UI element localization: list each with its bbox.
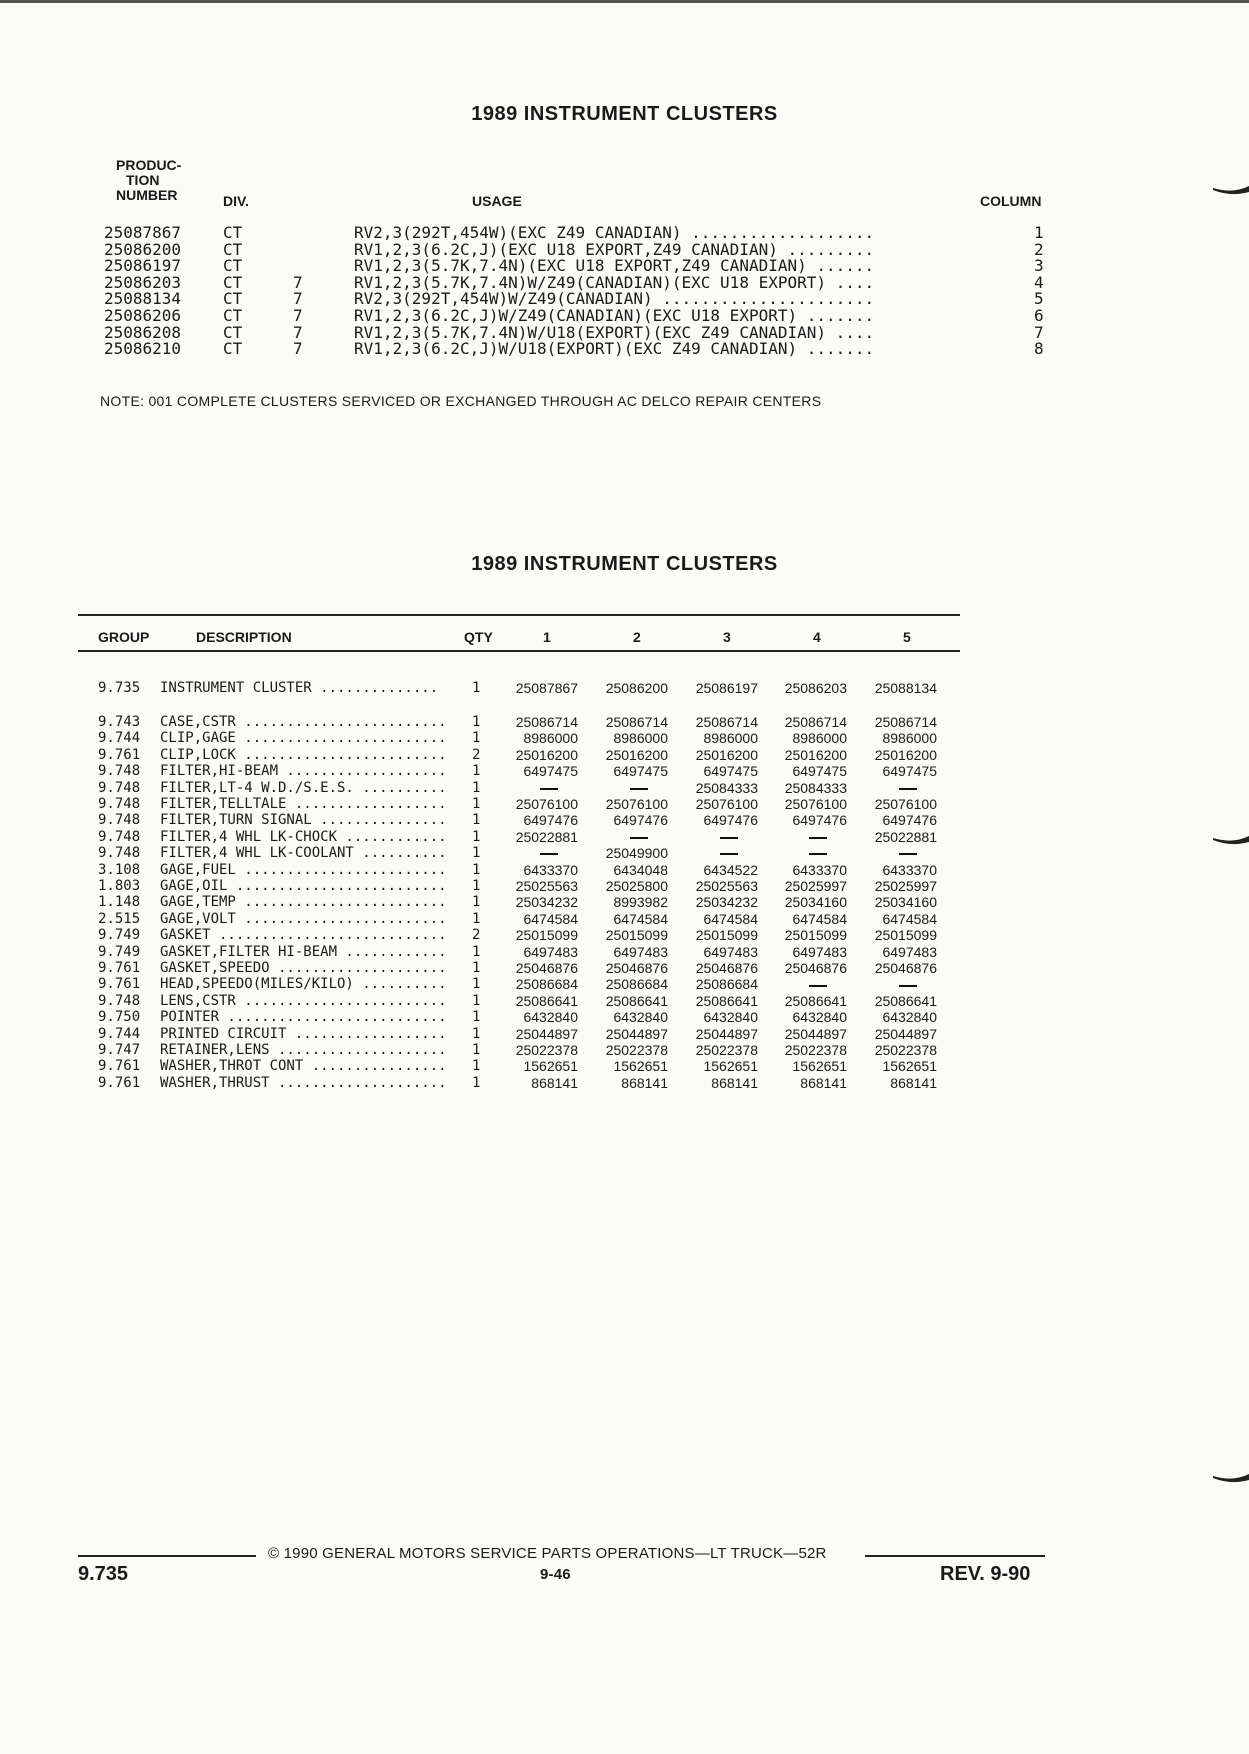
part-number: 25044897 bbox=[515, 1025, 578, 1042]
part-number: 25016200 bbox=[874, 746, 937, 763]
part-qty: 1 bbox=[472, 828, 481, 845]
part-number: 25022378 bbox=[784, 1042, 847, 1058]
part-description: CASE,CSTR ........................ bbox=[160, 714, 447, 730]
part-number: 25034160 bbox=[874, 894, 937, 911]
part-number: 25022378 bbox=[874, 1042, 937, 1058]
col-2-header: 2 bbox=[633, 629, 641, 645]
part-number: 25086684 bbox=[695, 976, 758, 993]
dash-mark bbox=[630, 788, 648, 790]
table-row bbox=[0, 976, 1249, 992]
table-row bbox=[0, 894, 1249, 910]
div-code: CT bbox=[223, 272, 243, 292]
part-number: 25046876 bbox=[605, 960, 668, 976]
part-number: 8993982 bbox=[613, 894, 668, 911]
part-number: 1562651 bbox=[882, 1058, 937, 1075]
group-number: 3.108 bbox=[98, 861, 141, 878]
part-number: 25034232 bbox=[515, 894, 578, 911]
cluster-row bbox=[0, 680, 1249, 696]
footer-group-number: 9.735 bbox=[78, 1563, 129, 1585]
header-line-1: PRODUC- bbox=[116, 157, 182, 173]
part-number: 8986000 bbox=[613, 730, 668, 747]
table-row bbox=[0, 944, 1249, 960]
table-row bbox=[0, 960, 1249, 976]
usage-text: RV2,3(292T,454W)W/Z49(CANADIAN) ...................... bbox=[354, 289, 875, 309]
part-number: 25086714 bbox=[605, 714, 668, 730]
part-number: 25015099 bbox=[605, 927, 668, 944]
part-number: 25086641 bbox=[874, 992, 937, 1009]
part-number: 6433370 bbox=[523, 861, 578, 878]
part-number: 25034232 bbox=[695, 894, 758, 911]
production-number: 25086208 bbox=[104, 322, 182, 342]
part-qty: 1 bbox=[472, 730, 481, 747]
part-number: 6432840 bbox=[882, 1009, 937, 1026]
part-number: 25086684 bbox=[605, 976, 668, 993]
table-header-rule bbox=[78, 650, 960, 652]
part-number: 25086641 bbox=[695, 992, 758, 1009]
column-number: 4 bbox=[1034, 272, 1044, 292]
qty-header: QTY bbox=[464, 629, 493, 645]
part-number: 6497483 bbox=[523, 943, 578, 960]
production-number: 25087867 bbox=[104, 223, 182, 242]
part-number: 25016200 bbox=[695, 746, 758, 763]
dash-mark bbox=[899, 853, 917, 855]
part-number: 25044897 bbox=[784, 1025, 847, 1042]
part-description: INSTRUMENT CLUSTER .............. bbox=[160, 680, 439, 696]
part-number: 25046876 bbox=[784, 960, 847, 976]
part-number: 25044897 bbox=[874, 1025, 937, 1042]
part-number: 6497483 bbox=[882, 943, 937, 960]
group-number: 9.761 bbox=[98, 746, 141, 763]
part-qty: 1 bbox=[472, 894, 481, 911]
part-qty: 1 bbox=[472, 779, 481, 796]
column-number: 8 bbox=[1034, 339, 1044, 359]
part-number: 25025563 bbox=[695, 878, 758, 894]
top-edge-line bbox=[0, 0, 1249, 3]
part-description: PRINTED CIRCUIT .................. bbox=[160, 1025, 447, 1042]
part-number: 25076100 bbox=[515, 796, 578, 812]
column-number: 6 bbox=[1034, 306, 1044, 325]
part-description: GAGE,TEMP ........................ bbox=[160, 894, 447, 911]
table-row bbox=[0, 1042, 1249, 1058]
not-applicable-dash bbox=[857, 780, 937, 796]
part-number: 6474584 bbox=[703, 910, 758, 927]
table-row bbox=[0, 878, 1249, 894]
table-row bbox=[0, 829, 1249, 845]
dash-mark bbox=[809, 837, 827, 839]
production-number-header bbox=[116, 158, 181, 203]
group-number: 9.748 bbox=[98, 992, 141, 1009]
part-number: 6497476 bbox=[703, 812, 758, 829]
usage-header: USAGE bbox=[472, 193, 522, 209]
part-qty: 1 bbox=[472, 943, 481, 960]
part-number: 25015099 bbox=[874, 927, 937, 944]
part-qty: 1 bbox=[472, 796, 481, 812]
part-number: 868141 bbox=[890, 1074, 937, 1091]
group-number: 9.749 bbox=[98, 927, 141, 944]
part-number: 25025997 bbox=[784, 878, 847, 894]
group-number: 9.735 bbox=[98, 680, 141, 696]
part-number: 25086641 bbox=[605, 992, 668, 1009]
table-row bbox=[0, 993, 1249, 1009]
part-description: GASKET ........................... bbox=[160, 927, 447, 944]
part-number: 6497475 bbox=[703, 763, 758, 780]
div-code: CT bbox=[223, 339, 243, 359]
part-number: 6432840 bbox=[792, 1009, 847, 1026]
part-number: 25046876 bbox=[515, 960, 578, 976]
part-number: 25016200 bbox=[605, 746, 668, 763]
production-number: 25086210 bbox=[104, 339, 182, 359]
not-applicable-dash bbox=[857, 976, 937, 992]
group-number: 9.748 bbox=[98, 796, 141, 812]
part-number: 6474584 bbox=[523, 910, 578, 927]
dash-mark bbox=[720, 853, 738, 855]
div-code: CT bbox=[223, 306, 243, 325]
part-qty: 2 bbox=[472, 927, 481, 944]
part-number: 1562651 bbox=[613, 1058, 668, 1075]
part-number: 1562651 bbox=[792, 1058, 847, 1075]
part-number: 25076100 bbox=[695, 796, 758, 812]
table-row bbox=[0, 780, 1249, 796]
part-description: GASKET,FILTER HI-BEAM ............ bbox=[160, 943, 447, 960]
column-header: COLUMN bbox=[980, 193, 1042, 209]
description-header: DESCRIPTION bbox=[196, 629, 292, 645]
table-row bbox=[0, 1009, 1249, 1025]
col-3-header: 3 bbox=[723, 629, 731, 645]
part-qty: 1 bbox=[472, 1025, 481, 1042]
group-number: 9.761 bbox=[98, 1074, 141, 1091]
group-number: 9.748 bbox=[98, 763, 141, 780]
usage-text: RV1,2,3(6.2C,J)W/U18(EXPORT)(EXC Z49 CANADIAN) ....... bbox=[354, 339, 875, 359]
not-applicable-dash bbox=[588, 780, 668, 796]
part-number: 25086197 bbox=[695, 680, 758, 696]
part-number: 6474584 bbox=[882, 910, 937, 927]
table-row bbox=[0, 862, 1249, 878]
part-number: 8986000 bbox=[703, 730, 758, 747]
part-number: 25025563 bbox=[515, 878, 578, 894]
part-number: 6497475 bbox=[613, 763, 668, 780]
part-qty: 2 bbox=[472, 746, 481, 763]
part-number: 6497483 bbox=[613, 943, 668, 960]
part-qty: 1 bbox=[472, 845, 481, 862]
usage-table-title: 1989 INSTRUMENT CLUSTERS bbox=[471, 103, 778, 125]
part-number: 6434522 bbox=[703, 861, 758, 878]
part-number: 25022378 bbox=[605, 1042, 668, 1058]
not-applicable-dash bbox=[588, 829, 668, 845]
column-number: 7 bbox=[1034, 322, 1044, 342]
usage-text: RV1,2,3(5.7K,7.4N)(EXC U18 EXPORT,Z49 CANADIAN) ...... bbox=[354, 256, 875, 276]
table-row bbox=[0, 927, 1249, 943]
part-number: 25084333 bbox=[784, 779, 847, 796]
div-code: CT bbox=[223, 289, 243, 309]
part-description: RETAINER,LENS .................... bbox=[160, 1042, 447, 1058]
table-row bbox=[0, 812, 1249, 828]
part-number: 25015099 bbox=[784, 927, 847, 944]
part-number: 6497483 bbox=[703, 943, 758, 960]
not-applicable-dash bbox=[767, 976, 847, 992]
note-code: 7 bbox=[293, 272, 303, 292]
group-number: 9.749 bbox=[98, 943, 141, 960]
part-number: 25086203 bbox=[784, 680, 847, 696]
table-row bbox=[0, 1026, 1249, 1042]
part-number: 6497476 bbox=[882, 812, 937, 829]
not-applicable-dash bbox=[498, 780, 578, 796]
part-qty: 1 bbox=[472, 714, 481, 730]
part-number: 25015099 bbox=[695, 927, 758, 944]
part-number: 868141 bbox=[531, 1074, 578, 1091]
part-number: 25044897 bbox=[605, 1025, 668, 1042]
part-qty: 1 bbox=[472, 763, 481, 780]
part-number: 6497475 bbox=[882, 763, 937, 780]
part-number: 25046876 bbox=[695, 960, 758, 976]
part-number: 6497476 bbox=[613, 812, 668, 829]
div-header: DIV. bbox=[223, 193, 249, 209]
table-row bbox=[0, 763, 1249, 779]
part-qty: 1 bbox=[472, 680, 481, 696]
column-number: 2 bbox=[1034, 239, 1044, 259]
group-number: 9.748 bbox=[98, 845, 141, 862]
not-applicable-dash bbox=[678, 845, 758, 861]
production-number: 25086200 bbox=[104, 239, 182, 259]
column-number: 3 bbox=[1034, 256, 1044, 276]
part-description: WASHER,THROT CONT ................ bbox=[160, 1058, 447, 1075]
part-number: 6497476 bbox=[792, 812, 847, 829]
usage-text: RV1,2,3(6.2C,J)W/Z49(CANADIAN)(EXC U18 EXPORT) ....... bbox=[354, 306, 875, 325]
part-description: GAGE,OIL ......................... bbox=[160, 878, 447, 894]
dash-mark bbox=[899, 985, 917, 987]
div-code: CT bbox=[223, 256, 243, 276]
part-number: 6497483 bbox=[792, 943, 847, 960]
part-number: 25016200 bbox=[784, 746, 847, 763]
part-number: 25086714 bbox=[874, 714, 937, 730]
table-row bbox=[0, 845, 1249, 861]
revision-label: REV. 9-90 bbox=[940, 1563, 1031, 1585]
not-applicable-dash bbox=[767, 829, 847, 845]
part-description: FILTER,4 WHL LK-COOLANT .......... bbox=[160, 845, 447, 862]
part-number: 6433370 bbox=[792, 861, 847, 878]
note-code: 7 bbox=[293, 339, 303, 359]
part-number: 1562651 bbox=[703, 1058, 758, 1075]
part-number: 868141 bbox=[800, 1074, 847, 1091]
parts-table-title: 1989 INSTRUMENT CLUSTERS bbox=[471, 553, 778, 575]
col-1-header: 1 bbox=[543, 629, 551, 645]
group-number: 9.748 bbox=[98, 828, 141, 845]
production-number: 25086197 bbox=[104, 256, 182, 276]
part-number: 25022378 bbox=[515, 1042, 578, 1058]
dash-mark bbox=[630, 837, 648, 839]
part-qty: 1 bbox=[472, 992, 481, 1009]
part-number: 25022881 bbox=[515, 828, 578, 845]
production-number: 25086206 bbox=[104, 306, 182, 325]
part-description: HEAD,SPEEDO(MILES/KILO) .......... bbox=[160, 976, 447, 993]
part-description: CLIP,LOCK ........................ bbox=[160, 746, 447, 763]
part-number: 25088134 bbox=[874, 680, 937, 696]
binder-hole-mark-bottom bbox=[1213, 1474, 1249, 1484]
part-qty: 1 bbox=[472, 960, 481, 976]
part-number: 25022378 bbox=[695, 1042, 758, 1058]
usage-text: RV2,3(292T,454W)(EXC Z49 CANADIAN) ................... bbox=[354, 223, 875, 242]
binder-hole-mark-top bbox=[1213, 186, 1249, 196]
part-number: 6474584 bbox=[613, 910, 668, 927]
table-row bbox=[0, 911, 1249, 927]
part-number: 25084333 bbox=[695, 779, 758, 796]
part-qty: 1 bbox=[472, 1042, 481, 1058]
group-number: 1.148 bbox=[98, 894, 141, 911]
binder-hole-mark-middle bbox=[1213, 836, 1249, 846]
part-description: FILTER,HI-BEAM ................... bbox=[160, 763, 447, 780]
part-number: 25087867 bbox=[515, 680, 578, 696]
table-row bbox=[0, 714, 1249, 730]
part-number: 25086641 bbox=[784, 992, 847, 1009]
div-code: CT bbox=[223, 223, 243, 242]
header-line-3: NUMBER bbox=[116, 187, 178, 203]
part-description: CLIP,GAGE ........................ bbox=[160, 730, 447, 747]
table-row bbox=[0, 796, 1249, 812]
dash-mark bbox=[540, 853, 558, 855]
part-number: 25022881 bbox=[874, 828, 937, 845]
part-number: 25076100 bbox=[605, 796, 668, 812]
part-number: 8986000 bbox=[523, 730, 578, 747]
table-row bbox=[0, 730, 1249, 746]
dash-mark bbox=[809, 853, 827, 855]
group-number: 1.803 bbox=[98, 878, 141, 894]
part-number: 25076100 bbox=[784, 796, 847, 812]
part-qty: 1 bbox=[472, 1009, 481, 1026]
part-number: 25044897 bbox=[695, 1025, 758, 1042]
part-number: 25046876 bbox=[874, 960, 937, 976]
part-number: 8986000 bbox=[882, 730, 937, 747]
group-number: 9.761 bbox=[98, 1058, 141, 1075]
group-number: 9.744 bbox=[98, 730, 141, 747]
part-number: 25025997 bbox=[874, 878, 937, 894]
production-number: 25086203 bbox=[104, 272, 182, 292]
part-number: 6432840 bbox=[523, 1009, 578, 1026]
part-number: 6497475 bbox=[523, 763, 578, 780]
part-number: 6432840 bbox=[703, 1009, 758, 1026]
part-number: 25076100 bbox=[874, 796, 937, 812]
part-number: 25086641 bbox=[515, 992, 578, 1009]
part-number: 25016200 bbox=[515, 746, 578, 763]
group-number: 9.744 bbox=[98, 1025, 141, 1042]
group-number: 9.761 bbox=[98, 960, 141, 976]
part-number: 25015099 bbox=[515, 927, 578, 944]
group-number: 9.750 bbox=[98, 1009, 141, 1026]
part-number: 25086714 bbox=[784, 714, 847, 730]
part-number: 25086200 bbox=[605, 680, 668, 696]
group-number: 9.743 bbox=[98, 714, 141, 730]
group-number: 9.748 bbox=[98, 812, 141, 829]
table-row bbox=[0, 1058, 1249, 1074]
part-number: 6474584 bbox=[792, 910, 847, 927]
table-row bbox=[0, 1075, 1249, 1091]
page-number: 9-46 bbox=[540, 1566, 571, 1583]
table-top-rule bbox=[78, 614, 960, 616]
dash-mark bbox=[899, 788, 917, 790]
col-4-header: 4 bbox=[813, 629, 821, 645]
part-description: GAGE,FUEL ........................ bbox=[160, 861, 447, 878]
production-number: 25088134 bbox=[104, 289, 182, 309]
part-number: 25086714 bbox=[695, 714, 758, 730]
part-description: WASHER,THRUST .................... bbox=[160, 1074, 447, 1091]
part-number: 8986000 bbox=[792, 730, 847, 747]
column-number: 5 bbox=[1034, 289, 1044, 309]
part-description: GAGE,VOLT ........................ bbox=[160, 910, 447, 927]
part-number: 6434048 bbox=[613, 861, 668, 878]
div-code: CT bbox=[223, 239, 243, 259]
part-description: FILTER,TURN SIGNAL ............... bbox=[160, 812, 447, 829]
group-number: 2.515 bbox=[98, 910, 141, 927]
part-number: 25086684 bbox=[515, 976, 578, 993]
table-row bbox=[0, 747, 1249, 763]
part-description: FILTER,TELLTALE .................. bbox=[160, 796, 447, 812]
group-header: GROUP bbox=[98, 629, 150, 645]
group-number: 9.747 bbox=[98, 1042, 141, 1058]
part-qty: 1 bbox=[472, 878, 481, 894]
part-number: 6497476 bbox=[523, 812, 578, 829]
part-description: POINTER .......................... bbox=[160, 1009, 447, 1026]
note-text: NOTE: 001 COMPLETE CLUSTERS SERVICED OR EXCHANGED THROUGH AC DELCO REPAIR CENTERS bbox=[100, 393, 822, 409]
part-description: LENS,CSTR ........................ bbox=[160, 992, 447, 1009]
copyright-text: © 1990 GENERAL MOTORS SERVICE PARTS OPERATIONS—LT TRUCK—52R bbox=[268, 1545, 827, 1562]
group-number: 9.748 bbox=[98, 779, 141, 796]
not-applicable-dash bbox=[767, 845, 847, 861]
part-number: 6433370 bbox=[882, 861, 937, 878]
part-qty: 1 bbox=[472, 1058, 481, 1075]
part-qty: 1 bbox=[472, 861, 481, 878]
note-code: 7 bbox=[293, 322, 303, 342]
part-number: 25025800 bbox=[605, 878, 668, 894]
part-number: 868141 bbox=[711, 1074, 758, 1091]
part-qty: 1 bbox=[472, 910, 481, 927]
footer-rule-right bbox=[865, 1555, 1045, 1557]
part-description: GASKET,SPEEDO .................... bbox=[160, 960, 447, 976]
not-applicable-dash bbox=[678, 829, 758, 845]
part-number: 25086714 bbox=[515, 714, 578, 730]
part-number: 25034160 bbox=[784, 894, 847, 911]
usage-text: RV1,2,3(6.2C,J)(EXC U18 EXPORT,Z49 CANADIAN) ......... bbox=[354, 239, 875, 259]
part-number: 868141 bbox=[621, 1074, 668, 1091]
group-number: 9.761 bbox=[98, 976, 141, 993]
header-line-2: TION bbox=[126, 172, 160, 188]
not-applicable-dash bbox=[857, 845, 937, 861]
dash-mark bbox=[720, 837, 738, 839]
div-code: CT bbox=[223, 322, 243, 342]
part-number: 1562651 bbox=[523, 1058, 578, 1075]
dash-mark bbox=[540, 788, 558, 790]
part-number: 25049900 bbox=[605, 845, 668, 862]
part-qty: 1 bbox=[472, 976, 481, 993]
col-5-header: 5 bbox=[903, 629, 911, 645]
part-description: FILTER,LT-4 W.D./S.E.S. .......... bbox=[160, 779, 447, 796]
part-qty: 1 bbox=[472, 812, 481, 829]
usage-text: RV1,2,3(5.7K,7.4N)W/Z49(CANADIAN)(EXC U18 EXPORT) .... bbox=[354, 272, 875, 292]
footer-rule-left bbox=[78, 1555, 256, 1557]
usage-text: RV1,2,3(5.7K,7.4N)W/U18(EXPORT)(EXC Z49 CANADIAN) .... bbox=[354, 322, 875, 342]
part-qty: 1 bbox=[472, 1074, 481, 1091]
part-number: 6432840 bbox=[613, 1009, 668, 1026]
part-number: 6497475 bbox=[792, 763, 847, 780]
dash-mark bbox=[809, 985, 827, 987]
part-description: FILTER,4 WHL LK-CHOCK ............ bbox=[160, 828, 447, 845]
not-applicable-dash bbox=[498, 845, 578, 861]
note-code: 7 bbox=[293, 306, 303, 325]
note-code: 7 bbox=[293, 289, 303, 309]
column-number: 1 bbox=[1034, 223, 1044, 242]
